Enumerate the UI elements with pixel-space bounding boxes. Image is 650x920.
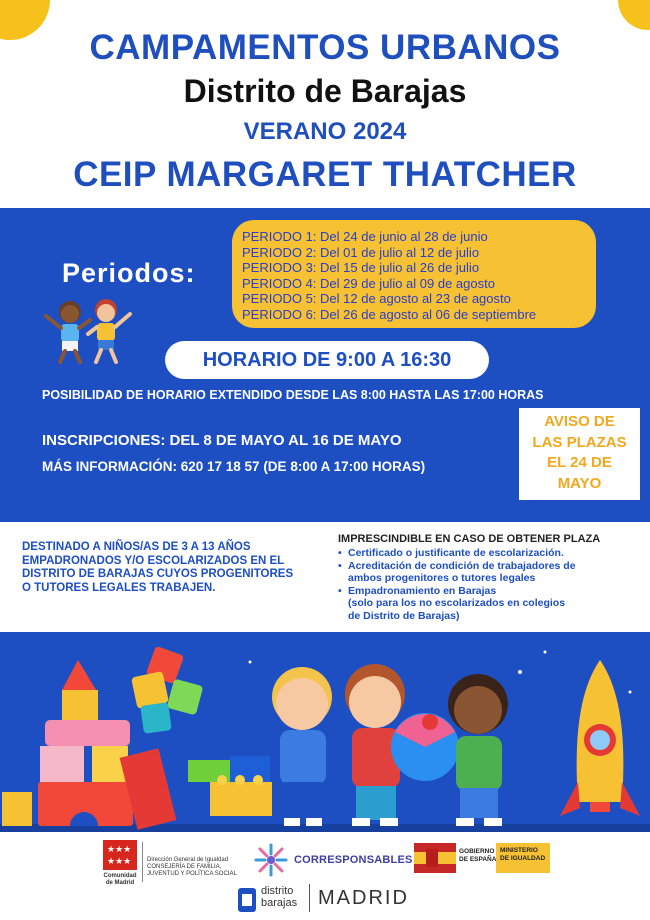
registration-dates: INSCRIPCIONES: DEL 8 DE MAYO AL 16 DE MAYO bbox=[42, 432, 402, 449]
places-notice-box bbox=[519, 408, 640, 500]
bullet-icon: • bbox=[338, 547, 342, 559]
extended-schedule-note: POSIBILIDAD DE HORARIO EXTENDIDO DESDE LAS 8:00 HASTA LAS 17:00 HORAS bbox=[42, 388, 544, 402]
notice-line: AVISO DE bbox=[544, 413, 615, 430]
notice-line: EL 24 DE bbox=[547, 454, 612, 471]
beach-ball-icon bbox=[391, 713, 459, 781]
periods-label: Periodos: bbox=[62, 258, 196, 288]
audience-line: DISTRITO DE BARAJAS CUYOS PROGENITORES bbox=[22, 568, 294, 581]
comunidad-madrid-flag-icon bbox=[103, 840, 137, 870]
logo-divider bbox=[142, 842, 143, 882]
rocket-icon bbox=[560, 660, 640, 816]
school-name: CEIP MARGARET THATCHER bbox=[73, 155, 577, 194]
corresponsables-logo-icon bbox=[252, 842, 290, 878]
audience-text bbox=[22, 541, 322, 595]
periods-box bbox=[232, 220, 596, 328]
more-info: MÁS INFORMACIÓN: 620 17 18 57 (DE 8:00 A 17:00 HORAS) bbox=[42, 459, 426, 474]
puzzle-pieces-icon bbox=[131, 646, 203, 734]
svg-text:★★★: ★★★ bbox=[107, 845, 132, 855]
madrid-bear-emblem-icon bbox=[238, 888, 256, 912]
cam-department: Dirección General de Igualdad CONSEJERÍA DE FAMILIA, JUVENTUD Y POLÍTICA SOCIAL bbox=[147, 857, 237, 877]
bullet-icon: • bbox=[338, 584, 342, 597]
period-item: PERIODO 2: Del 01 de julio al 12 de julio bbox=[242, 244, 480, 260]
period-item: PERIODO 5: Del 12 de agosto al 23 de agosto bbox=[242, 291, 511, 307]
schedule-badge: HORARIO DE 9:00 A 16:30 bbox=[165, 341, 489, 379]
jumping-kids-illustration bbox=[40, 294, 135, 366]
page-title: CAMPAMENTOS URBANOS bbox=[89, 28, 561, 67]
period-item: PERIODO 4: Del 29 de julio al 09 de agosto bbox=[242, 275, 495, 291]
madrid-logo-text: MADRID bbox=[318, 887, 409, 909]
corner-decoration-right bbox=[618, 0, 650, 30]
period-item: PERIODO 1: Del 24 de junio al 28 de junio bbox=[242, 229, 488, 244]
corresponsables-logo-text: CORRESPONSABLES bbox=[294, 854, 413, 866]
government-label: GOBIERNO DE ESPAÑA bbox=[459, 848, 497, 863]
logo-divider bbox=[309, 884, 310, 912]
period-item: PERIODO 3: Del 15 de julio al 26 de julio bbox=[242, 260, 480, 276]
ministry-logo: MINISTERIO DE IGUALDAD bbox=[496, 843, 550, 873]
child-figure bbox=[272, 667, 332, 826]
season-label: VERANO 2024 bbox=[243, 118, 407, 145]
notice-line: LAS PLAZAS bbox=[532, 433, 627, 451]
district-logo-text: distrito barajas bbox=[261, 885, 298, 909]
requirement-item: • Empadronamiento en Barajas (solo para los no escolarizados en colegios de Distrito de Barajas) bbox=[338, 584, 566, 622]
period-item: PERIODO 6: Del 26 de agosto al 06 de septiembre bbox=[242, 306, 537, 322]
requirement-item: • Acreditación de condición de trabajadores de ambos progenitores o tutores legales bbox=[338, 559, 576, 585]
svg-text:★★★: ★★★ bbox=[107, 857, 132, 867]
cam-name: Comunidad de Madrid bbox=[103, 873, 137, 886]
audience-line: O TUTORES LEGALES TRABAJEN. bbox=[22, 581, 216, 594]
spain-coat-of-arms-icon bbox=[414, 843, 456, 873]
kids-playing-illustration bbox=[0, 632, 650, 832]
notice-line: MAYO bbox=[557, 474, 602, 492]
district-subtitle: Distrito de Barajas bbox=[183, 73, 467, 109]
lego-bricks-icon bbox=[188, 756, 272, 816]
requirements-section bbox=[338, 533, 643, 623]
child-figure bbox=[448, 674, 508, 826]
bullet-icon: • bbox=[338, 559, 342, 572]
requirements-title: IMPRESCINDIBLE EN CASO DE OBTENER PLAZA bbox=[338, 533, 601, 545]
audience-line: EMPADRONADOS Y/O ESCOLARIZADOS EN EL bbox=[22, 554, 285, 567]
requirement-item: • Certificado o justificante de escolarización. bbox=[338, 547, 564, 559]
audience-line: DESTINADO A NIÑOS/AS DE 3 A 13 AÑOS bbox=[22, 541, 251, 553]
